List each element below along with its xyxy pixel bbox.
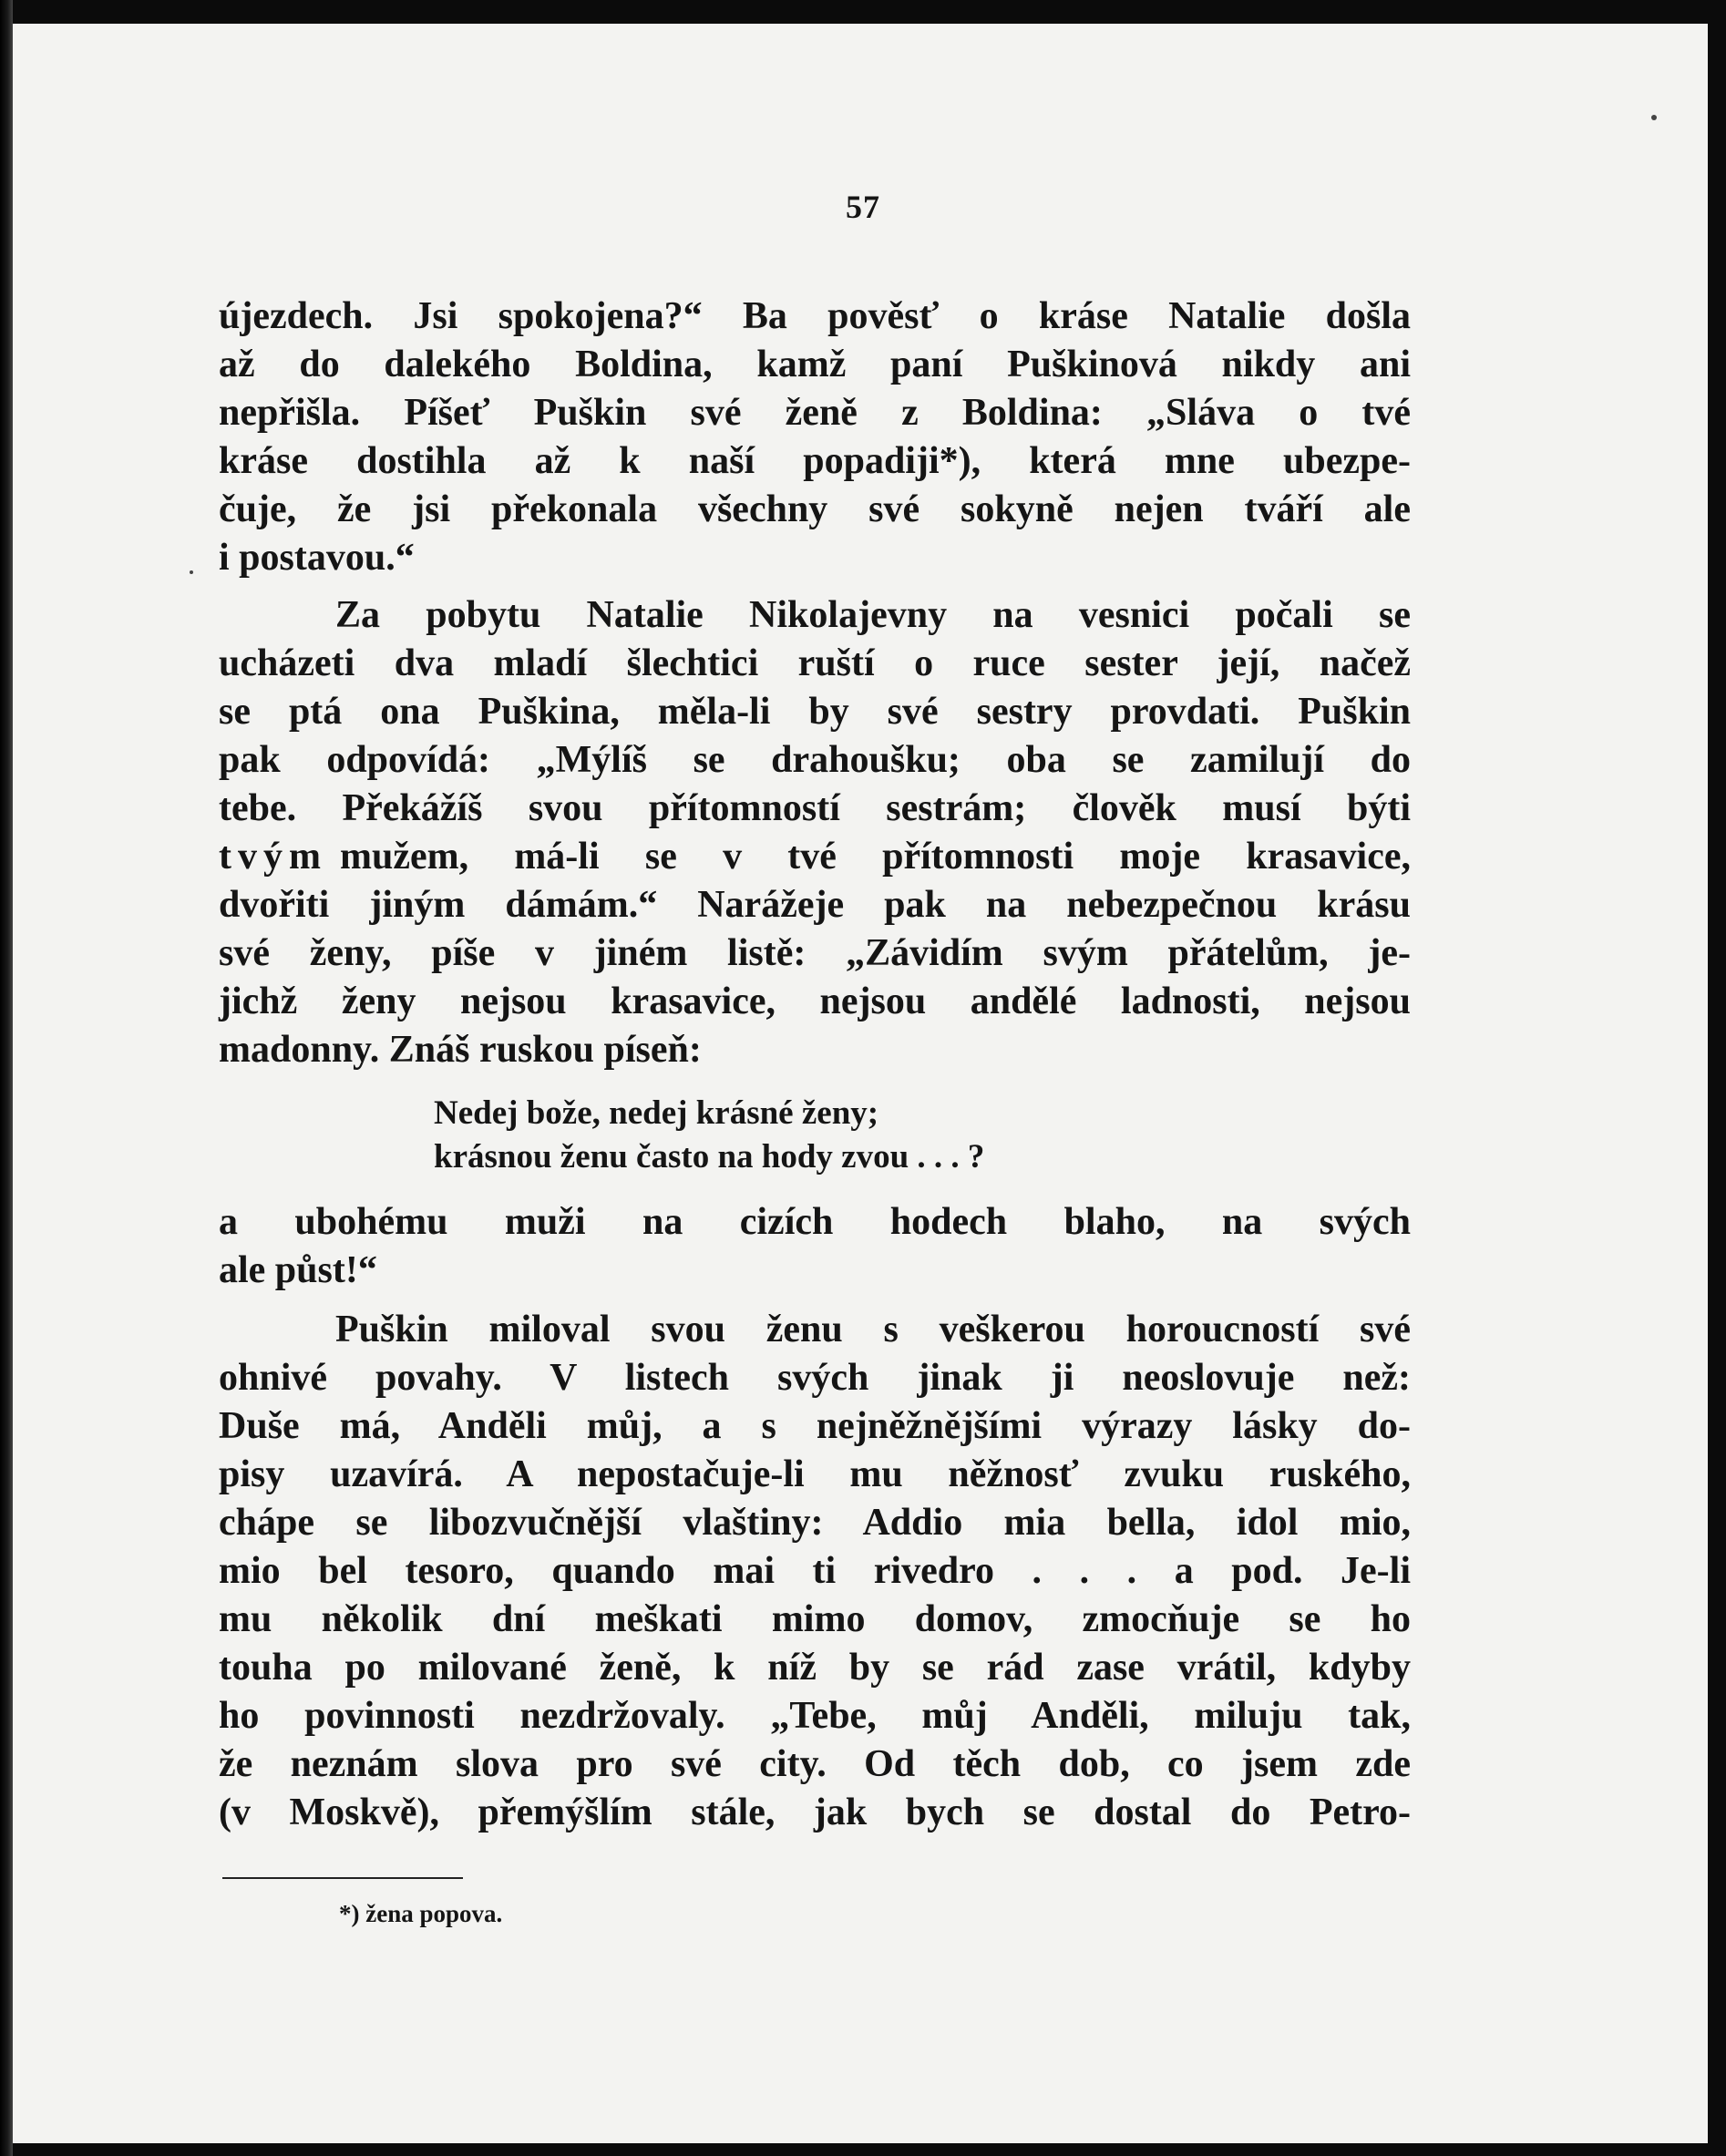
verse-line: krásnou ženu často na hody zvou . . . ? bbox=[434, 1138, 985, 1176]
text-line: jichž ženy nejsou krasavice, nejsou andělé ladnosti, nejsou bbox=[219, 980, 1411, 1022]
text-line: a ubohému muži na cizích hodech blaho, na svých bbox=[219, 1201, 1411, 1243]
text-line: pak odpovídá: „Mýlíš se drahoušku; oba se zamilují do bbox=[219, 739, 1411, 781]
text-line: mio bel tesoro, quando mai ti rivedro . . . a pod. Je-li bbox=[219, 1550, 1411, 1592]
text-line: madonny. Znáš ruskou píseň: bbox=[219, 1029, 702, 1071]
text-line: že neznám slova pro své city. Od těch dob, co jsem zde bbox=[219, 1743, 1411, 1785]
text-line: touha po milované ženě, k níž by se rád zase vrátil, kdyby bbox=[219, 1647, 1411, 1689]
text-line: (v Moskvě), přemýšlím stále, jak bych se dostal do Petro- bbox=[219, 1792, 1411, 1833]
paper-speck bbox=[190, 570, 193, 574]
text-line: Duše má, Anděli můj, a s nejněžnějšími výrazy lásky do- bbox=[219, 1405, 1411, 1447]
book-spine-edge bbox=[0, 0, 13, 2156]
text-line-rest: mužem, má-li se v tvé přítomnosti moje krasavice, bbox=[339, 836, 1411, 878]
text-line: ho povinnosti nezdržovaly. „Tebe, můj Anděli, miluju tak, bbox=[219, 1695, 1411, 1737]
text-line: kráse dostihla až k naší popadiji*), která mne ubezpe- bbox=[219, 440, 1411, 482]
text-line: ucházeti dva mladí šlechtici ruští o ruce sester její, načež bbox=[219, 642, 1411, 684]
text-line: až do dalekého Boldina, kamž paní Puškinová nikdy ani bbox=[219, 344, 1411, 385]
text-line: se ptá ona Puškina, měla-li by své sestry provdati. Puškin bbox=[219, 691, 1411, 733]
text-line: dvořiti jiným dámám.“ Narážeje pak na nebezpečnou krásu bbox=[219, 884, 1411, 926]
page-number: 57 bbox=[846, 189, 880, 225]
text-line: mu několik dní meškati mimo domov, zmocňuje se ho bbox=[219, 1598, 1411, 1640]
emphasized-word: tvým bbox=[219, 836, 327, 878]
text-line: i postavou.“ bbox=[219, 537, 415, 579]
text-line: nepřišla. Píšeť Puškin své ženě z Boldina: „Sláva o tvé bbox=[219, 392, 1411, 434]
text-line: čuje, že jsi překonala všechny své sokyně nejen tváří ale bbox=[219, 488, 1411, 530]
paper-speck bbox=[1651, 115, 1657, 120]
text-line-with-emphasis bbox=[219, 832, 1411, 881]
text-line: chápe se libozvučnější vlaštiny: Addio mia bella, idol mio, bbox=[219, 1502, 1411, 1544]
verse-line: Nedej bože, nedej krásné ženy; bbox=[434, 1094, 879, 1132]
text-line: ohnivé povahy. V listech svých jinak ji neoslovuje než: bbox=[219, 1357, 1411, 1399]
text-line: tebe. Překážíš svou přítomností sestrám; člověk musí býti bbox=[219, 787, 1411, 829]
text-line: ale půst!“ bbox=[219, 1249, 377, 1291]
text-line: své ženy, píše v jiném listě: „Závidím svým přátelům, je- bbox=[219, 932, 1411, 974]
text-line: Puškin miloval svou ženu s veškerou horoucností své bbox=[335, 1309, 1411, 1350]
text-line: Za pobytu Natalie Nikolajevny na vesnici počali se bbox=[335, 594, 1411, 636]
footnote: *) žena popova. bbox=[339, 1900, 503, 1927]
text-line: újezdech. Jsi spokojena?“ Ba pověsť o kráse Natalie došla bbox=[219, 295, 1411, 337]
footnote-rule bbox=[222, 1877, 463, 1879]
text-line: pisy uzavírá. A nepostačuje-li mu něžnosť zvuku ruského, bbox=[219, 1453, 1411, 1495]
